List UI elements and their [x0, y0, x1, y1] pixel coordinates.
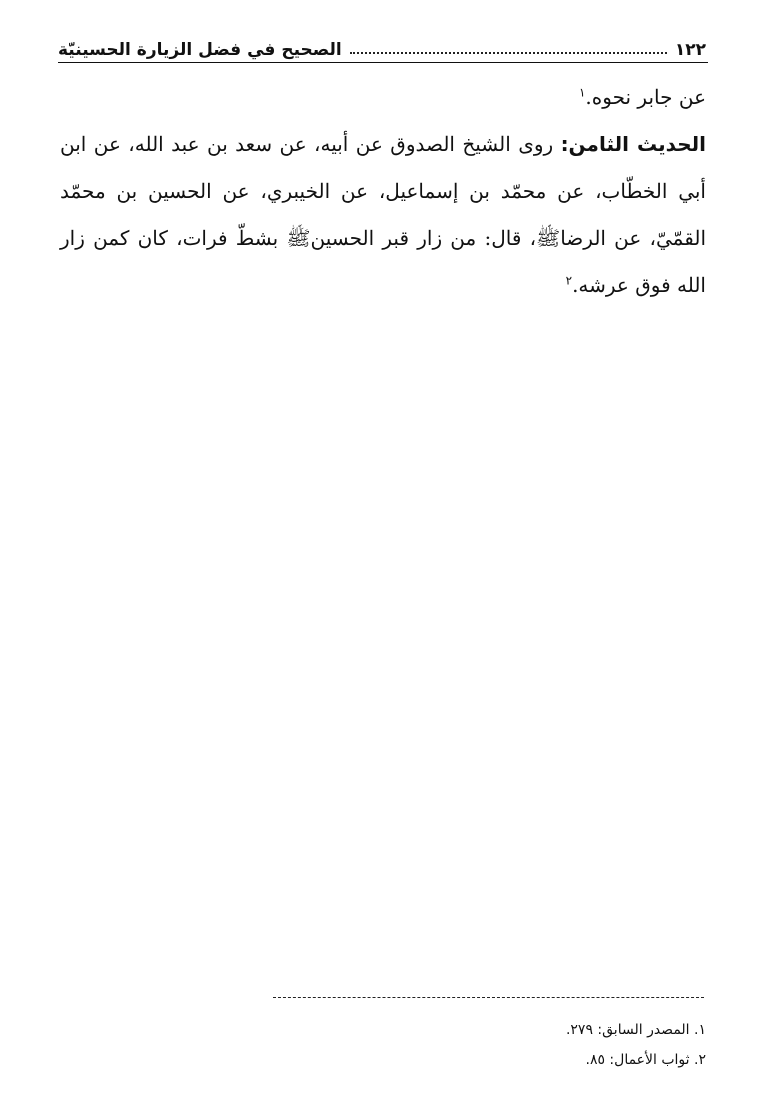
- paragraph-1: [60, 74, 706, 121]
- running-header: [58, 28, 706, 60]
- footnote-mark-1: ١: [578, 85, 586, 100]
- hadith-label: الحديث الثامن:: [560, 132, 706, 156]
- footnotes: [300, 1015, 706, 1075]
- footnote-2: ٢. ثواب الأعمال: ٨٥.: [585, 1052, 706, 1068]
- header-dot-leader: [350, 52, 667, 54]
- paragraph-hadith: [60, 121, 706, 309]
- footnote-separator: [273, 997, 704, 998]
- header-rule: [58, 62, 708, 63]
- hadith-text: روى الشيخ الصدوق عن أبيه، عن سعد بن عبد الله، عن ابن أبي الخطّاب، عن محمّد بن إسماعيل، عن الخيبري، عن الحسين بن محمّد القمّيّ، عن الرضاﷺ، قال: من زار قبر الحسينﷺ بشطّ فرات، كان كمن زار الله فوق عرشه.: [60, 132, 706, 297]
- body-text: [60, 74, 706, 309]
- paragraph-1-text: عن جابر نحوه.: [585, 85, 706, 109]
- running-title: الصحيح في فضل الزيارة الحسينيّة: [58, 40, 342, 60]
- footnote-1: ١. المصدر السابق: ٢٧٩.: [565, 1022, 706, 1038]
- page-number: ١٢٢: [674, 40, 706, 60]
- footnote-mark-2: ٢: [565, 273, 573, 288]
